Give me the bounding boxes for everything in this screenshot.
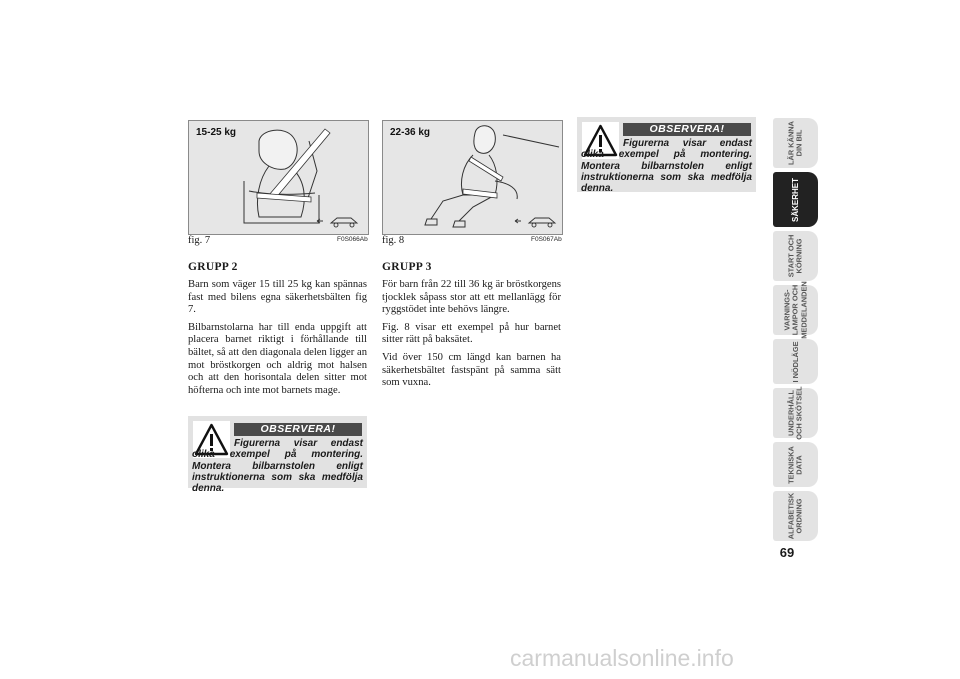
- tab-alfabetisk-ordning[interactable]: ALFABETISK ORDNING: [773, 491, 818, 541]
- figure-8-caption: fig. 8: [382, 235, 405, 246]
- tab-lar-kanna-din-bil[interactable]: LÄR KÄNNA DIN BIL: [773, 118, 818, 168]
- warning-text: Figurerna visar endast olika exempel på montering. Montera bilbarnstolen enligt instruktionerna som ska medfölja denna.: [192, 438, 363, 495]
- group-2-heading: GRUPP 2: [188, 261, 238, 273]
- tab-start-och-korning[interactable]: START OCH KÖRNING: [773, 231, 818, 281]
- group-2-paragraph: Bilbarnstolarna har till enda uppgift att placera barnet riktigt i förhållande till bältet, så att den diagonala delen ligger an mot bröstkorgen och aldrig mot halsen och att den horisontala delen sitter mot höfterna och inte mot barnets mage.: [188, 321, 367, 396]
- tab-tekniska-data[interactable]: TEKNISKA DATA: [773, 442, 818, 487]
- group-2-paragraph: Barn som väger 15 till 25 kg kan spännas fast med bilens egna säkerhetsbälten fig 7.: [188, 279, 367, 316]
- warning-title: OBSERVERA!: [234, 423, 362, 436]
- figure-8-code: F0S067Ab: [531, 236, 562, 243]
- group-3-paragraph: Fig. 8 visar ett exempel på hur barnet sitter rätt på baksätet.: [382, 321, 561, 346]
- watermark: carmanualsonline.info: [510, 645, 734, 671]
- weight-range-label: 22-36 kg: [390, 127, 431, 138]
- weight-range-label: 15-25 kg: [196, 127, 237, 138]
- warning-box: [188, 416, 367, 495]
- group-2-body: [188, 279, 367, 402]
- figure-7-code: F0S066Ab: [337, 236, 368, 243]
- group-3-body: [382, 279, 561, 395]
- warning-text: Figurerna visar endast olika exempel på montering. Montera bilbarnstolen enligt instruktionerna som ska medfölja denna.: [581, 138, 752, 195]
- group-3-paragraph: För barn från 22 till 36 kg är bröstkorgens tjocklek såpass stor att ett mellanlägg för ryggstödet inte behövs längre.: [382, 279, 561, 316]
- figure-7-image: [188, 120, 369, 235]
- group-3-paragraph: Vid över 150 cm längd kan barnen ha säkerhetsbältet fastspänt på samma sätt som vuxna.: [382, 351, 561, 389]
- figure-7-caption: fig. 7: [188, 235, 211, 246]
- warning-box: [577, 117, 756, 195]
- warning-title: OBSERVERA!: [623, 123, 751, 136]
- tab-varningslampor[interactable]: VARNINGS- LAMPOR OCH MEDDELANDEN: [773, 285, 818, 335]
- figure-8-image: [382, 120, 563, 235]
- tab-sakerhet[interactable]: SÄKERHET: [773, 172, 818, 227]
- page-number: 69: [779, 545, 795, 560]
- tab-underhall-och-skotsel[interactable]: UNDERHÅLL OCH SKÖTSEL: [773, 388, 818, 438]
- group-3-heading: GRUPP 3: [382, 261, 432, 273]
- tab-i-nodlage[interactable]: I NÖDLÄGE: [773, 339, 818, 384]
